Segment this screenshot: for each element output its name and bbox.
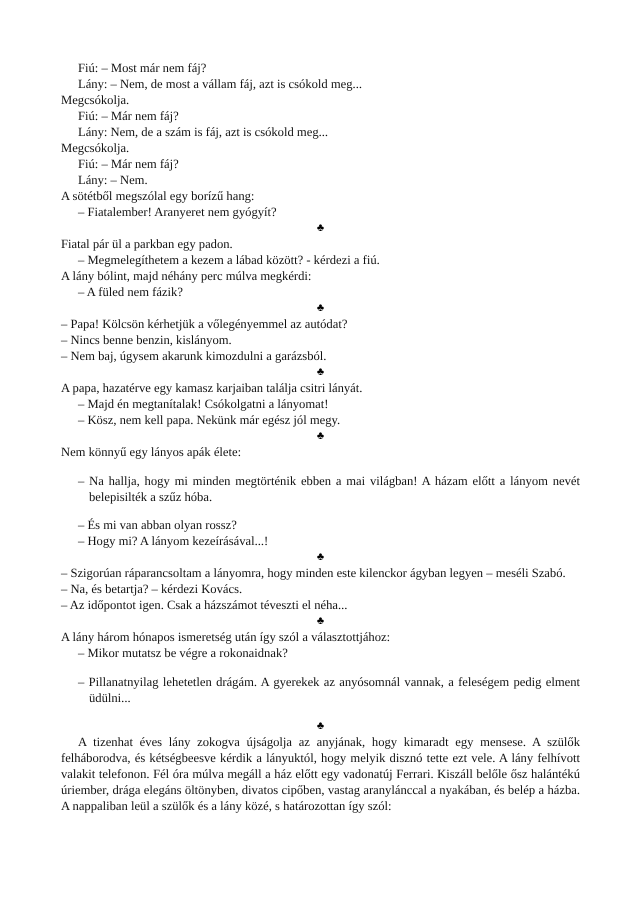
dialogue-line: – Fiatalember! Aranyeret nem gyógyít? bbox=[78, 205, 277, 219]
narration-line: Nem könnyű egy lányos apák élete: bbox=[61, 445, 242, 459]
story-paragraph: A tizenhat éves lány zokogva újságolja az anyjának, hogy kimaradt egy mensese. A szülők felháborodva, és kétségbeesve kérdik a lányuktól, hogy melyik disznó tette ezt vele. A lány felhívott valakit telefonon. Fél óra múlva megáll a ház előtt egy vadonatúj Ferrari. Kiszáll belőle ősz halántékú úriember, drága elegáns öltönyben, divatos cipőben, vastag aranylánccal a nyakában, és belép a házba. A nappaliban leül a szülők és a lány közé, s határozottan így szól: bbox=[61, 735, 580, 814]
narration-line: A papa, hazatérve egy kamasz karjaiban találja csitri lányát. bbox=[61, 381, 363, 395]
dialogue-line: – Na hallja, hogy mi minden megtörténik ebben a mai világban! A házam előtt a lányom nevét belepisilték a szűz hóba. bbox=[78, 473, 580, 504]
dialogue-line: – A füled nem fázik? bbox=[78, 285, 183, 299]
narration-line: Fiatal pár ül a parkban egy padon. bbox=[61, 237, 233, 251]
dialogue-line: – Megmelegíthetem a kezem a lábad között? - kérdezi a fiú. bbox=[78, 253, 380, 267]
dialogue-line: – Az időpontot igen. Csak a házszámot téveszti el néha... bbox=[61, 598, 348, 613]
dialogue-line: Lány: – Nem. bbox=[78, 173, 148, 187]
dialogue-line: Lány: – Nem, de most a vállam fáj, azt is csókold meg... bbox=[78, 77, 362, 91]
dialogue-line: – Hogy mi? A lányom kezeírásával...! bbox=[78, 534, 269, 549]
dialogue-line: – Papa! Kölcsön kérhetjük a vőlegényemmel az autódat? bbox=[61, 317, 348, 331]
dialogue-line: Fiú: – Most már nem fáj? bbox=[78, 61, 207, 75]
dialogue-line: – Mikor mutatsz be végre a rokonaidnak? bbox=[78, 646, 288, 661]
club-separator-icon: ♣ bbox=[316, 430, 325, 442]
dialogue-line: – Na, és betartja? – kérdezi Kovács. bbox=[61, 582, 243, 597]
dialogue-line: – És mi van abban olyan rossz? bbox=[78, 518, 237, 533]
club-separator-icon: ♣ bbox=[316, 720, 325, 733]
narration-line: A sötétből megszólal egy borízű hang: bbox=[61, 189, 255, 203]
dialogue-line: – Nincs benne benzin, kislányom. bbox=[61, 333, 232, 347]
club-separator-icon: ♣ bbox=[316, 551, 325, 564]
dialogue-line: – Majd én megtanítalak! Csókolgatni a lányomat! bbox=[78, 397, 329, 411]
dialogue-line: Lány: Nem, de a szám is fáj, azt is csókold meg... bbox=[78, 125, 329, 139]
dialogue-line: Fiú: – Már nem fáj? bbox=[78, 157, 179, 171]
narration-line: Megcsókolja. bbox=[61, 141, 130, 155]
dialogue-line: – Szigorúan ráparancsoltam a lányomra, hogy minden este kilenckor ágyban legyen – meséli Szabó. bbox=[61, 566, 566, 581]
narration-line: A lány bólint, majd néhány perc múlva megkérdi: bbox=[61, 269, 312, 283]
club-separator-icon: ♣ bbox=[316, 302, 325, 314]
club-separator-icon: ♣ bbox=[316, 615, 325, 628]
dialogue-line: – Pillanatnyilag lehetetlen drágám. A gyerekek az anyósomnál vannak, a feleségem pedig elment üdülni... bbox=[78, 674, 580, 705]
club-separator-icon: ♣ bbox=[316, 366, 325, 378]
narration-line: A lány három hónapos ismeretség után így szól a választottjához: bbox=[61, 630, 391, 645]
narration-line: Megcsókolja. bbox=[61, 93, 130, 107]
dialogue-line: – Nem baj, úgysem akarunk kimozdulni a garázsból. bbox=[61, 349, 327, 363]
dialogue-line: – Kösz, nem kell papa. Nekünk már egész jól megy. bbox=[78, 413, 341, 427]
club-separator-icon: ♣ bbox=[316, 222, 325, 234]
document-page bbox=[61, 60, 580, 814]
dialogue-line: Fiú: – Már nem fáj? bbox=[78, 109, 179, 123]
